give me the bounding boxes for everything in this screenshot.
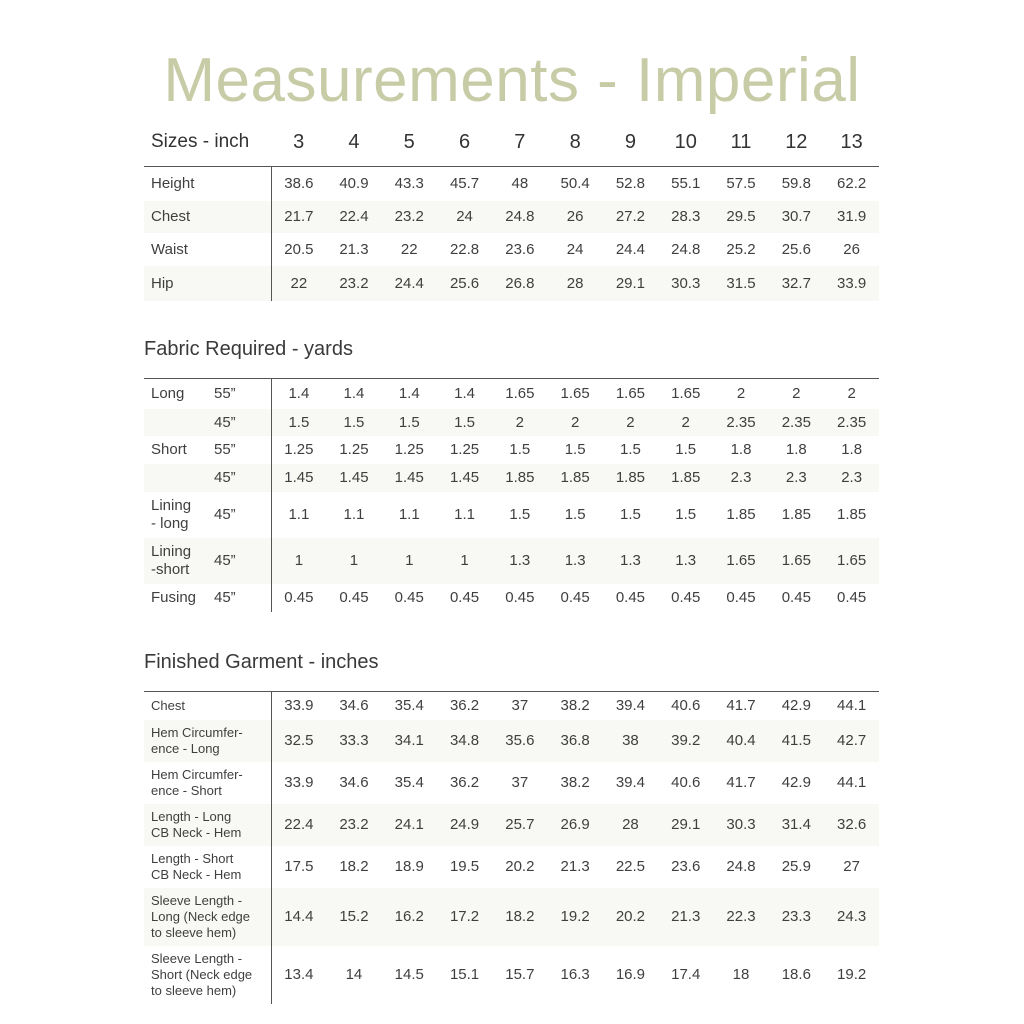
cell-value: 24.9 (437, 804, 492, 846)
cell-value: 29.1 (603, 266, 658, 301)
cell-value: 40.6 (658, 692, 713, 720)
cell-value: 38.6 (284, 175, 314, 193)
cell-value: 43.3 (394, 175, 424, 193)
cell-value: 52.8 (615, 175, 646, 193)
cell-value: 1.45 (437, 464, 492, 492)
size-header: 4 (326, 118, 381, 167)
cell-value: 1.65 (824, 538, 879, 584)
cell-value: 0.45 (726, 589, 756, 606)
cell-value: 1.25 (284, 441, 314, 458)
row-label: Sleeve Length - Long (Neck edge to sleeve hem) (144, 888, 271, 946)
table-row (144, 762, 879, 804)
cell-value: 23.6 (505, 240, 535, 258)
row-label: Height (144, 167, 271, 201)
size-header: 13 (824, 118, 879, 167)
table-row (144, 409, 879, 436)
cell-value: 42.9 (769, 692, 824, 720)
cell-value: 30.3 (658, 266, 713, 301)
cell-value: 17.4 (671, 966, 701, 983)
cell-value: 23.6 (671, 858, 701, 875)
cell-value: 18.2 (339, 858, 369, 875)
cell-value: 31.9 (824, 201, 879, 233)
cell-value: 38 (603, 720, 658, 762)
cell-value: 27.2 (603, 201, 658, 233)
cell-value: 55.1 (671, 175, 701, 193)
cell-value: 20.5 (284, 240, 314, 258)
cell-value: 1.25 (394, 441, 424, 458)
cell-value: 0.45 (671, 589, 701, 606)
cell-value: 1.5 (509, 441, 531, 458)
size-header: 6 (437, 118, 492, 167)
cell-value: 2.3 (713, 464, 768, 492)
cell-value: 1.45 (271, 464, 326, 492)
cell-value: 2 (658, 409, 713, 436)
cell-value: 24.4 (615, 240, 646, 258)
cell-value: 15.2 (326, 888, 381, 946)
cell-value: 1.4 (437, 379, 492, 409)
finished-section-title: Finished Garment - inches (144, 651, 379, 673)
cell-value: 22 (271, 266, 326, 301)
row-label: Waist (144, 233, 271, 266)
table-row (144, 888, 879, 946)
cell-value: 39.4 (615, 774, 646, 791)
cell-value: 18 (732, 966, 750, 983)
cell-value: 35.6 (492, 720, 547, 762)
cell-value: 25.6 (437, 266, 492, 301)
cell-value: 18.2 (492, 888, 547, 946)
cell-value: 35.4 (382, 692, 437, 720)
cell-value: 1.1 (288, 506, 310, 523)
cell-value: 0.45 (505, 589, 535, 606)
table-row (144, 538, 879, 584)
size-header: 3 (271, 118, 326, 167)
cell-value: 28 (603, 804, 658, 846)
cell-value: 1.65 (492, 379, 547, 409)
cell-value: 44.1 (837, 774, 867, 791)
cell-value: 19.5 (449, 858, 480, 875)
cell-value: 1.5 (382, 409, 437, 436)
cell-value: 31.5 (713, 266, 768, 301)
cell-value: 22.4 (271, 804, 326, 846)
cell-value: 1.25 (339, 441, 369, 458)
cell-value: 1.3 (492, 538, 547, 584)
cell-value: 38.2 (547, 692, 602, 720)
cell-value: 1.45 (326, 464, 381, 492)
cell-value: 1 (326, 538, 381, 584)
row-label: Hem Circumfer- ence - Long (144, 720, 271, 762)
cell-value: 1.65 (658, 379, 713, 409)
cell-value: 18.6 (781, 966, 811, 983)
cell-value: 1.5 (271, 409, 326, 436)
cell-value: 0.45 (560, 589, 590, 606)
fabric-width: 45” (214, 409, 271, 436)
cell-value: 13.4 (284, 966, 314, 983)
cell-value: 41.5 (769, 720, 824, 762)
cell-value: 14.5 (394, 966, 424, 983)
cell-value: 40.4 (713, 720, 768, 762)
cell-value: 34.8 (437, 720, 492, 762)
row-label (144, 464, 214, 492)
cell-value: 33.9 (271, 692, 326, 720)
cell-value: 25.2 (726, 240, 756, 258)
cell-value: 62.2 (837, 175, 867, 193)
cell-value: 20.2 (505, 858, 535, 875)
cell-value: 1.85 (492, 464, 547, 492)
cell-value: 32.5 (271, 720, 326, 762)
cell-value: 2.3 (769, 464, 824, 492)
table-row (144, 584, 879, 612)
cell-value: 1.5 (509, 506, 531, 523)
cell-value: 1.1 (343, 506, 365, 523)
cell-value: 28.3 (658, 201, 713, 233)
cell-value: 36.2 (449, 774, 480, 791)
cell-value: 1.5 (620, 441, 641, 458)
table-row (144, 946, 879, 1004)
size-header: 11 (713, 118, 768, 167)
cell-value: 1.5 (326, 409, 381, 436)
cell-value: 0.45 (449, 589, 480, 606)
cell-value: 59.8 (781, 175, 811, 193)
cell-value: 1.65 (547, 379, 602, 409)
cell-value: 16.3 (560, 966, 590, 983)
cell-value: 26.8 (492, 266, 547, 301)
table-row (144, 266, 879, 301)
cell-value: 1.4 (271, 379, 326, 409)
size-header-row (144, 118, 879, 167)
cell-value: 2 (547, 409, 602, 436)
cell-value: 45.7 (449, 175, 480, 193)
fabric-section-title: Fabric Required - yards (144, 338, 353, 360)
cell-value: 22.8 (449, 240, 480, 258)
cell-value: 2 (492, 409, 547, 436)
size-header: 5 (382, 118, 437, 167)
cell-value: 1.5 (564, 506, 586, 523)
cell-value: 1.8 (841, 441, 863, 458)
cell-value: 1.1 (398, 506, 420, 523)
cell-value: 25.7 (492, 804, 547, 846)
cell-value: 17.5 (284, 858, 314, 875)
fabric-width: 45” (214, 538, 271, 584)
row-label: Sleeve Length - Short (Neck edge to sleeve hem) (144, 946, 271, 1004)
cell-value: 16.9 (615, 966, 646, 983)
row-label: Hem Circumfer- ence - Short (144, 762, 271, 804)
cell-value: 0.45 (615, 589, 646, 606)
cell-value: 2.35 (824, 409, 879, 436)
size-header: 10 (658, 118, 713, 167)
cell-value: 2 (769, 379, 824, 409)
row-label: Long (144, 379, 214, 409)
size-header: 7 (492, 118, 547, 167)
cell-value: 18.9 (394, 858, 424, 875)
table-row (144, 846, 879, 888)
table-row (144, 464, 879, 492)
cell-value: 2.35 (713, 409, 768, 436)
cell-value: 29.5 (713, 201, 768, 233)
cell-value: 35.4 (394, 774, 424, 791)
fabric-width: 45” (214, 492, 271, 538)
cell-value: 1.85 (658, 464, 713, 492)
cell-value: 1.45 (382, 464, 437, 492)
table-row (144, 492, 879, 538)
cell-value: 1.3 (658, 538, 713, 584)
cell-value: 44.1 (824, 692, 879, 720)
cell-value: 1.1 (454, 506, 475, 523)
page-title: Measurements - Imperial (163, 46, 861, 115)
cell-value: 24.4 (382, 266, 437, 301)
cell-value: 2 (713, 379, 768, 409)
cell-value: 0.45 (837, 589, 867, 606)
table-row (144, 720, 879, 762)
row-label: Length - Short CB Neck - Hem (144, 846, 271, 888)
cell-value: 50.4 (560, 175, 590, 193)
cell-value: 36.8 (547, 720, 602, 762)
cell-value: 1.4 (382, 379, 437, 409)
cell-value: 1.4 (326, 379, 381, 409)
cell-value: 26.9 (547, 804, 602, 846)
cell-value: 17.2 (437, 888, 492, 946)
cell-value: 21.3 (658, 888, 713, 946)
cell-value: 0.45 (339, 589, 369, 606)
size-header: 8 (547, 118, 602, 167)
cell-value: 41.7 (713, 692, 768, 720)
cell-value: 30.3 (713, 804, 768, 846)
cell-value: 25.6 (781, 240, 811, 258)
size-header: 12 (769, 118, 824, 167)
cell-value: 22.3 (713, 888, 768, 946)
cell-value: 23.2 (326, 266, 381, 301)
cell-value: 29.1 (658, 804, 713, 846)
cell-value: 21.3 (560, 858, 590, 875)
cell-value: 34.6 (339, 774, 369, 791)
table-row (144, 233, 879, 266)
cell-value: 24.1 (382, 804, 437, 846)
cell-value: 37 (492, 692, 547, 720)
sizes-header-label: Sizes - inch (144, 118, 271, 167)
cell-value: 15.7 (505, 966, 535, 983)
row-label: Lining - long (151, 496, 192, 532)
table-row (144, 692, 879, 720)
cell-value: 21.7 (271, 201, 326, 233)
row-label (144, 409, 214, 436)
cell-value: 28 (547, 266, 602, 301)
row-label: Lining -short (144, 538, 214, 584)
cell-value: 23.3 (769, 888, 824, 946)
row-label: Chest (144, 201, 271, 233)
row-label: Hip (144, 266, 271, 301)
cell-value: 15.1 (449, 966, 480, 983)
cell-value: 41.7 (726, 774, 756, 791)
table-row (144, 436, 879, 464)
cell-value: 31.4 (769, 804, 824, 846)
cell-value: 40.9 (339, 175, 369, 193)
cell-value: 1.65 (603, 379, 658, 409)
cell-value: 1.85 (781, 506, 811, 523)
cell-value: 1.5 (564, 441, 586, 458)
cell-value: 1.3 (547, 538, 602, 584)
cell-value: 23.2 (382, 201, 437, 233)
fabric-width: 55” (214, 436, 271, 464)
cell-value: 24.8 (726, 858, 756, 875)
cell-value: 34.1 (382, 720, 437, 762)
row-label: Length - Long CB Neck - Hem (144, 804, 271, 846)
cell-value: 24 (566, 240, 584, 258)
cell-value: 0.45 (284, 589, 314, 606)
cell-value: 1.5 (675, 441, 697, 458)
fabric-width: 45” (214, 464, 271, 492)
cell-value: 25.9 (781, 858, 811, 875)
cell-value: 48 (511, 175, 529, 193)
cell-value: 40.6 (671, 774, 701, 791)
cell-value: 24.8 (492, 201, 547, 233)
cell-value: 1.65 (769, 538, 824, 584)
cell-value: 1.8 (785, 441, 807, 458)
cell-value: 32.6 (824, 804, 879, 846)
fabric-width: 45” (214, 584, 271, 612)
cell-value: 2.3 (824, 464, 879, 492)
cell-value: 42.7 (824, 720, 879, 762)
cell-value: 1.5 (675, 506, 697, 523)
table-row (144, 167, 879, 201)
cell-value: 19.2 (837, 966, 867, 983)
cell-value: 20.2 (603, 888, 658, 946)
table-row (144, 379, 879, 409)
cell-value: 1.85 (837, 506, 867, 523)
cell-value: 1 (382, 538, 437, 584)
cell-value: 0.45 (781, 589, 811, 606)
cell-value: 33.9 (284, 774, 314, 791)
cell-value: 1.8 (730, 441, 752, 458)
cell-value: 22 (400, 240, 418, 258)
cell-value: 1.5 (620, 506, 641, 523)
size-header: 9 (603, 118, 658, 167)
cell-value: 34.6 (326, 692, 381, 720)
row-label: Fusing (151, 588, 197, 606)
cell-value: 24 (437, 201, 492, 233)
cell-value: 2.35 (769, 409, 824, 436)
cell-value: 1.85 (603, 464, 658, 492)
fabric-width: 55” (214, 379, 271, 409)
cell-value: 19.2 (547, 888, 602, 946)
cell-value: 1.85 (547, 464, 602, 492)
cell-value: 16.2 (382, 888, 437, 946)
cell-value: 27 (843, 858, 860, 875)
cell-value: 26 (547, 201, 602, 233)
cell-value: 1 (271, 538, 326, 584)
cell-value: 26 (843, 240, 860, 258)
cell-value: 0.45 (394, 589, 424, 606)
table-row (144, 804, 879, 846)
cell-value: 2 (824, 379, 879, 409)
cell-value: 22.5 (615, 858, 646, 875)
cell-value: 38.2 (560, 774, 590, 791)
cell-value: 36.2 (437, 692, 492, 720)
row-label: Chest (144, 692, 271, 720)
row-label: Short (151, 440, 187, 458)
cell-value: 23.2 (326, 804, 381, 846)
cell-value: 57.5 (726, 175, 756, 193)
cell-value: 21.3 (339, 240, 369, 258)
cell-value: 37 (511, 774, 529, 791)
cell-value: 30.7 (769, 201, 824, 233)
cell-value: 42.9 (781, 774, 811, 791)
body-measurements-table (144, 118, 879, 301)
cell-value: 14 (345, 966, 363, 983)
cell-value: 33.3 (326, 720, 381, 762)
finished-garment-table (144, 691, 879, 1004)
cell-value: 33.9 (824, 266, 879, 301)
cell-value: 1.5 (437, 409, 492, 436)
cell-value: 1.85 (726, 506, 756, 523)
cell-value: 22.4 (326, 201, 381, 233)
cell-value: 14.4 (271, 888, 326, 946)
cell-value: 1.3 (603, 538, 658, 584)
cell-value: 1.25 (449, 441, 480, 458)
table-row (144, 201, 879, 233)
cell-value: 1.65 (713, 538, 768, 584)
fabric-required-table (144, 378, 879, 612)
cell-value: 24.3 (824, 888, 879, 946)
cell-value: 2 (603, 409, 658, 436)
cell-value: 39.4 (603, 692, 658, 720)
cell-value: 1 (437, 538, 492, 584)
cell-value: 39.2 (658, 720, 713, 762)
cell-value: 32.7 (769, 266, 824, 301)
cell-value: 24.8 (671, 240, 701, 258)
